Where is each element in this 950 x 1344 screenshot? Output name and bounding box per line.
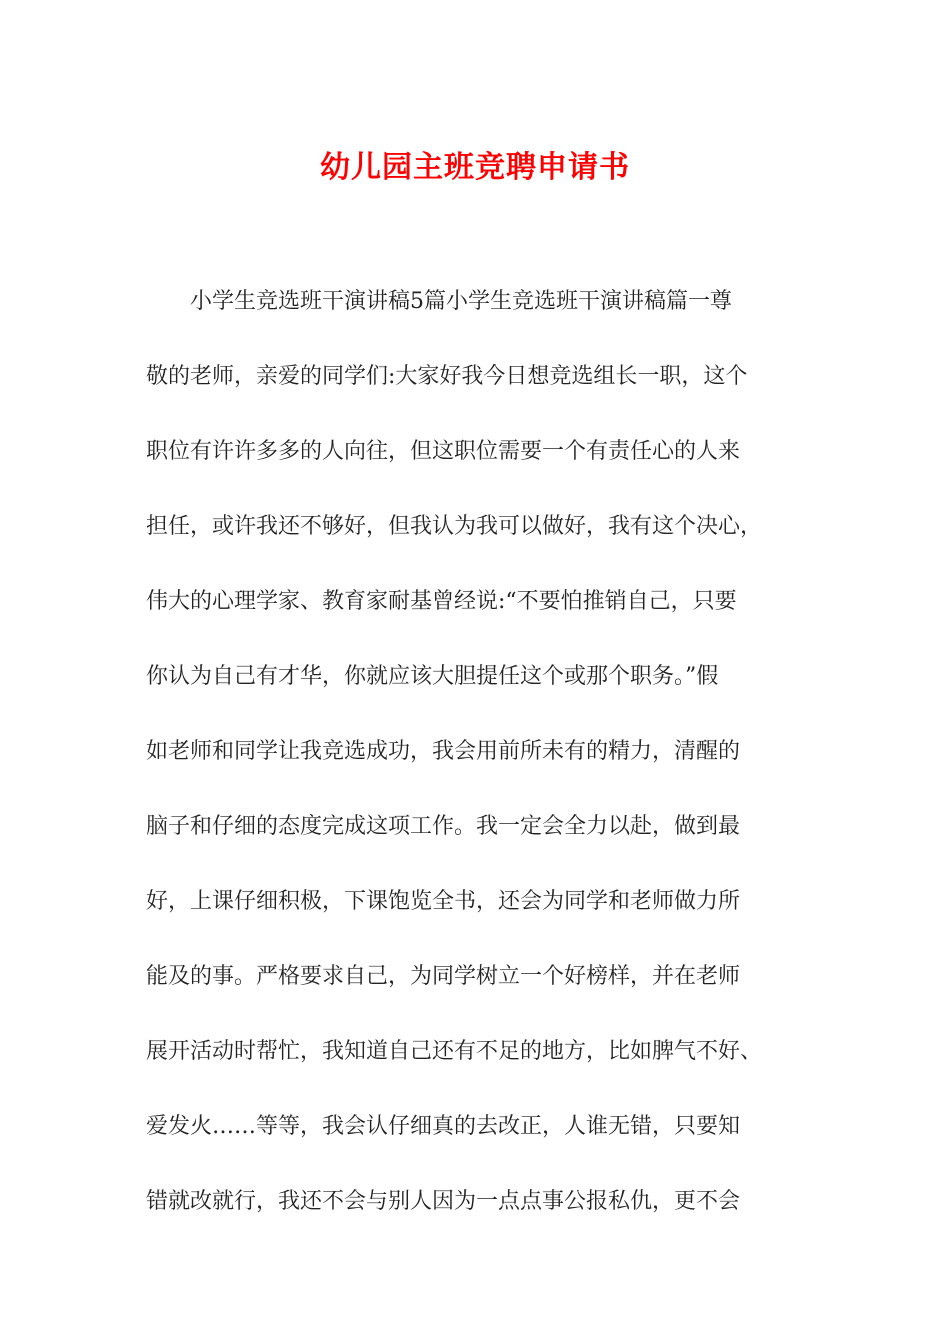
paragraph-line: 如老师和同学让我竞选成功，我会用前所未有的精力，清醒的 [146, 739, 741, 764]
paragraph-line: 职位有许许多多的人向往，但这职位需要一个有责任心的人来 [146, 439, 741, 464]
paragraph-line: 伟大的心理学家、教育家耐基曾经说:“不要怕推销自己，只要 [146, 589, 737, 614]
paragraph-line: 敬的老师，亲爱的同学们:大家好我今日想竞选组长一职，这个 [146, 364, 748, 389]
paragraph-line: 能及的事。严格要求自己，为同学树立一个好榜样，并在老师 [146, 964, 741, 989]
paragraph-line: 错就改就行，我还不会与别人因为一点点事公报私仇，更不会 [146, 1189, 741, 1214]
paragraph-line: 你认为自己有才华，你就应该大胆提任这个或那个职务。”假 [146, 664, 719, 689]
paragraph-line: 爱发火……等等，我会认仔细真的去改正，人谁无错，只要知 [146, 1114, 741, 1139]
paragraph-line: 好，上课仔细积极，下课饱览全书，还会为同学和老师做力所 [146, 889, 741, 914]
paragraph-line: 小学生竞选班干演讲稿5篇小学生竞选班干演讲稿篇一尊 [190, 289, 732, 314]
document-title: 幼儿园主班竞聘申请书 [320, 150, 630, 185]
paragraph-line: 担任，或许我还不够好，但我认为我可以做好，我有这个决心， [146, 514, 763, 539]
paragraph-line: 脑子和仔细的态度完成这项工作。我一定会全力以赴，做到最 [146, 814, 741, 839]
paragraph-line: 展开活动时帮忙，我知道自己还有不足的地方，比如脾气不好、 [146, 1039, 763, 1064]
document-body [146, 280, 806, 1255]
